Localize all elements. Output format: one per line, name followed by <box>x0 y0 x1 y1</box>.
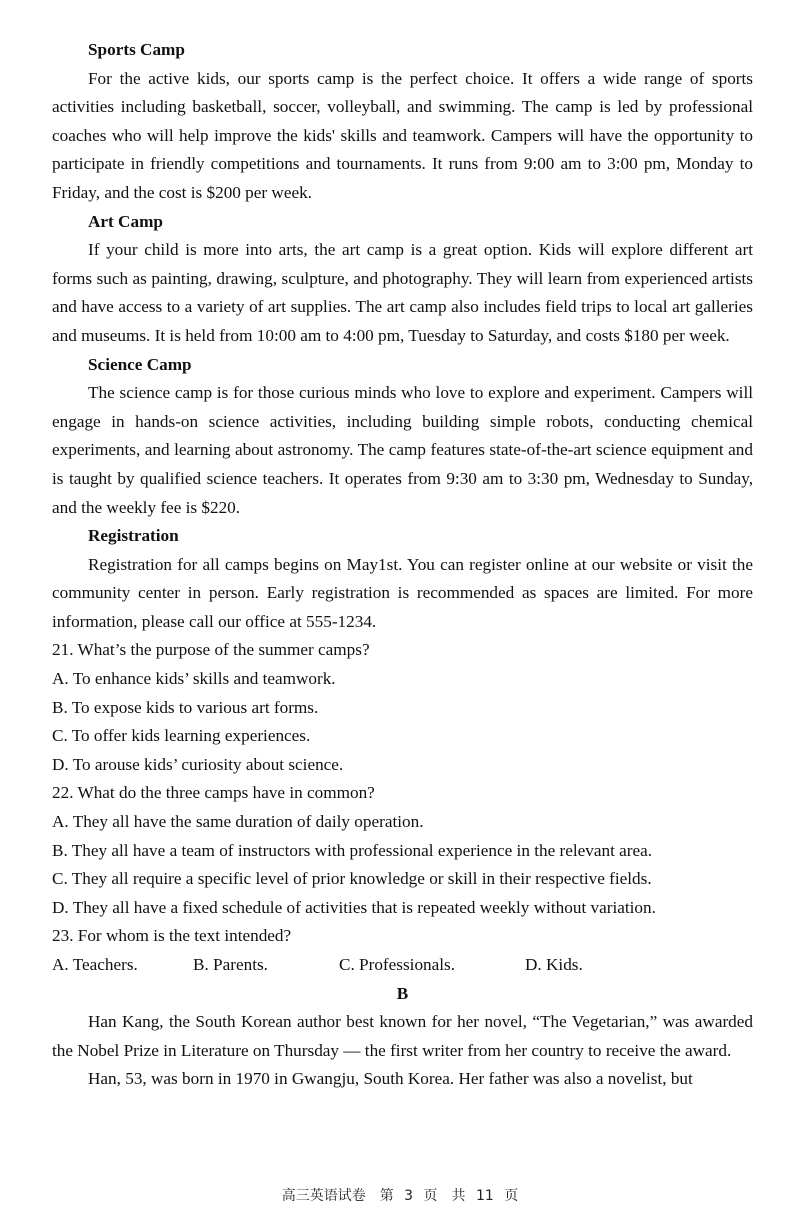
passage-b-paragraph-2: Han, 53, was born in 1970 in Gwangju, South Korea. Her father was also a novelist, but <box>88 1069 693 1089</box>
question-21-option-a: A. To enhance kids’ skills and teamwork. <box>52 669 336 689</box>
question-22-option-b: B. They all have a team of instructors with professional experience in the relevant area. <box>52 840 653 860</box>
section-heading-registration: Registration <box>88 526 179 546</box>
question-21-stem: 21. What’s the purpose of the summer camps? <box>52 640 370 660</box>
question-23-options <box>52 951 753 980</box>
question-22-option-a: A. They all have the same duration of daily operation. <box>52 812 424 832</box>
question-23-option-b: B. Parents. <box>193 955 268 974</box>
section-body-sports-camp: For the active kids, our sports camp is the perfect choice. It offers a wide range of sports activities including basketball, soccer, volleyball, and swimming. The camp is led by professional coaches who will help improve the kids' skills and teamwork. Campers will have the opportunity to participate in friendly competitions and tournaments. It runs from 9:00 am to 3:00 pm, Monday to Friday, and the cost is $200 per week. <box>52 68 753 202</box>
question-22-option-c: C. They all require a specific level of prior knowledge or skill in their respective fields. <box>52 869 652 889</box>
passage-b-label: B <box>396 983 409 1003</box>
page-footer: 高三英语试卷 第 3 页 共 11 页 <box>281 1188 519 1204</box>
passage-b-paragraph-1: Han Kang, the South Korean author best known for her novel, “The Vegetarian,” was awarded the Nobel Prize in Literature on Thursday — the first writer from her country to receive the award. <box>52 1012 753 1060</box>
question-22-stem: 22. What do the three camps have in common? <box>52 783 375 803</box>
question-22-option-d: D. They all have a fixed schedule of activities that is repeated weekly without variation. <box>52 897 656 917</box>
question-23-option-a: A. Teachers. <box>52 955 138 974</box>
exam-page <box>52 36 753 1094</box>
question-21-option-b: B. To expose kids to various art forms. <box>52 697 319 717</box>
question-23-option-c: C. Professionals. <box>339 955 456 974</box>
section-body-science-camp: The science camp is for those curious minds who love to explore and experiment. Campers will engage in hands-on science activities, including building simple robots, conducting chemical experiments, and learning about astronomy. The camp features state-of-the-art science equipment and is taught by qualified science teachers. It operates from 9:30 am to 3:30 pm, Wednesday to Sunday, and the weekly fee is $220. <box>52 383 753 517</box>
question-21-option-c: C. To offer kids learning experiences. <box>52 726 311 746</box>
question-21-option-d: D. To arouse kids’ curiosity about science. <box>52 754 344 774</box>
question-23-option-d: D. Kids. <box>525 955 583 974</box>
section-heading-art-camp: Art Camp <box>88 211 163 231</box>
question-23-stem: 23. For whom is the text intended? <box>52 926 292 946</box>
section-heading-science-camp: Science Camp <box>88 354 192 374</box>
section-body-registration: Registration for all camps begins on May1st. You can register online at our website or visit the community center in person. Early registration is recommended as spaces are limited. For more information, please call our office at 555-1234. <box>52 554 753 631</box>
section-heading-sports-camp: Sports Camp <box>88 40 185 59</box>
section-body-art-camp: If your child is more into arts, the art camp is a great option. Kids will explore different art forms such as painting, drawing, sculpture, and photography. They will learn from experienced artists and have access to a variety of art supplies. The art camp also includes field trips to local art galleries and museums. It is held from 10:00 am to 4:00 pm, Tuesday to Saturday, and costs $180 per week. <box>52 240 753 345</box>
